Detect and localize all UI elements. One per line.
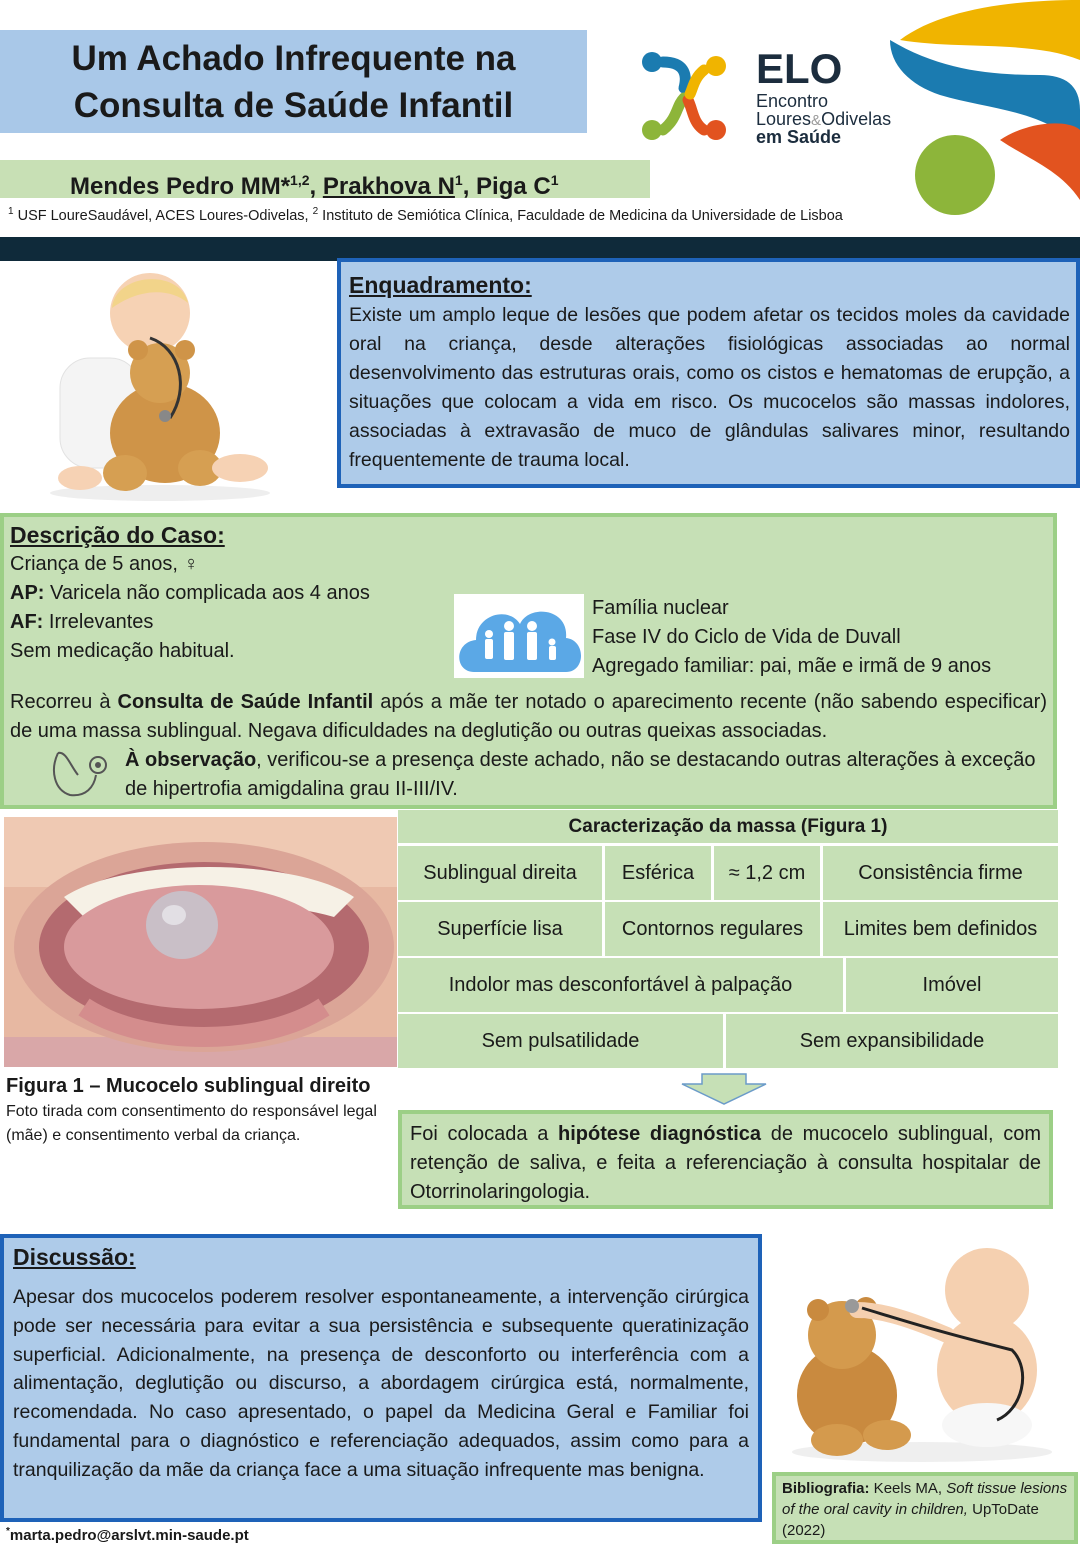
logo-line-2 xyxy=(756,110,891,128)
discussao-title: Discussão: xyxy=(13,1244,136,1270)
author-2-sup: 1 xyxy=(454,172,463,188)
table-cell: Superfície lisa xyxy=(398,902,602,956)
discussao-text: Apesar dos mucocelos poderem resolver espontaneamente, a intervenção cirúrgica pode ser necessária para evitar a sua persistência e subsequente queratinização superficial. Adicionalmente, na presença de desconforto ou interferência com a alimentação, deglutição ou discurso, a abordagem cirúrgica está, normalmente, recomendada. No caso apresentado, o papel da Medicina Geral e Familiar foi fundamental para o diagnóstico e referenciação adequados, assim como para a tranquilização da mãe da criança face a uma situação infrequente mas benigna. xyxy=(13,1286,749,1481)
down-arrow-icon xyxy=(678,1072,770,1106)
table-cell: Sem expansibilidade xyxy=(726,1014,1058,1068)
table-cell: Sem pulsatilidade xyxy=(398,1014,723,1068)
logo-loures: Loures xyxy=(756,109,812,129)
figure-caption xyxy=(6,1075,396,1148)
affil-sup-1: 1 xyxy=(8,206,14,217)
enquadramento-title: Enquadramento: xyxy=(349,272,532,298)
title-line-2: Consulta de Saúde Infantil xyxy=(73,86,514,125)
bibliografia-section xyxy=(772,1472,1078,1544)
elo-logo-text xyxy=(756,45,892,147)
caso-ap xyxy=(10,579,450,608)
family-info xyxy=(592,594,991,681)
hipotese-section xyxy=(398,1110,1053,1209)
affil-text-1: USF LoureSaudável, ACES Loures-Odivelas, xyxy=(13,207,313,224)
affil-sup-2: 2 xyxy=(312,206,319,217)
footer-star: * xyxy=(6,1526,10,1537)
logo-odivelas: Odivelas xyxy=(821,109,892,129)
table-cell: Consistência firme xyxy=(823,846,1058,900)
table-cell: Limites bem definidos xyxy=(823,902,1058,956)
footer-email xyxy=(6,1526,249,1544)
bib-label: Bibliografia: xyxy=(782,1480,870,1497)
logo-amp: & xyxy=(811,112,822,129)
bib-source: UpToDate (2022) xyxy=(782,1501,1039,1539)
obs-c: , verificou-se a presença deste achado, não se destacando outras alterações à exceção de hipertrofia amigdalina grau II-III/IV. xyxy=(125,749,1036,800)
figure-caption-text: Foto tirada com consentimento do responsável legal (mãe) e consentimento verbal da criança. xyxy=(6,1103,377,1144)
caso-left xyxy=(10,522,450,666)
logo-line-1: Encontro xyxy=(756,91,829,111)
discussao-section xyxy=(0,1234,762,1522)
logo-elo: ELO xyxy=(756,45,843,92)
logo-line-3: em Saúde xyxy=(756,127,842,147)
elo-mark-icon xyxy=(638,48,748,148)
family-line-1: Família nuclear xyxy=(592,597,729,619)
author-1-sup: 1,2 xyxy=(290,172,310,188)
author-3: , Piga C xyxy=(462,173,551,200)
hipotese-b: hipótese diagnóstica xyxy=(558,1123,762,1145)
p1-a: Recorreu à xyxy=(10,691,118,713)
bib-author: Keels MA, xyxy=(869,1480,947,1497)
af-text: Irrelevantes xyxy=(43,611,154,633)
decorative-swoosh xyxy=(880,0,1080,240)
ap-label: AP: xyxy=(10,582,45,604)
family-line-2: Fase IV do Ciclo de Vida de Duvall xyxy=(592,626,901,648)
affiliations xyxy=(8,206,843,224)
table-cell: Imóvel xyxy=(846,958,1058,1012)
caso-af xyxy=(10,608,450,637)
table-header: Caracterização da massa (Figura 1) xyxy=(398,810,1058,843)
p1-b: Consulta de Saúde Infantil xyxy=(117,691,374,713)
table-cell: ≈ 1,2 cm xyxy=(714,846,820,900)
author-3-sup: 1 xyxy=(550,172,559,188)
baby-stethoscope-image xyxy=(782,1240,1057,1465)
authors xyxy=(0,160,650,198)
affil-text-2: Instituto de Semiótica Clínica, Faculdade de Medicina da Universidade de Lisboa xyxy=(318,207,843,224)
elo-logo-mark xyxy=(638,48,748,148)
massa-table xyxy=(398,810,1058,1068)
table-cell: Sublingual direita xyxy=(398,846,602,900)
author-1: Mendes Pedro MM* xyxy=(70,173,291,200)
bib-title: Soft tissue lesions of the oral cavity in children, xyxy=(782,1480,1068,1518)
table-cell: Contornos regulares xyxy=(605,902,820,956)
caso-med: Sem medicação habitual. xyxy=(10,640,235,662)
figure-caption-title: Figura 1 – Mucocelo sublingual direito xyxy=(6,1075,371,1097)
observacao-text xyxy=(125,746,1037,804)
family-icon xyxy=(454,594,584,678)
baby-teddy-image xyxy=(40,268,280,503)
hipotese-text xyxy=(410,1120,1041,1207)
author-2: Prakhova N xyxy=(322,173,455,200)
title-line-1: Um Achado Infrequente na xyxy=(71,39,516,78)
hipotese-a: Foi colocada a xyxy=(410,1123,558,1145)
p1-c: após a mãe ter notado o aparecimento recente (não sabendo especificar) de uma massa sublingual. Negava dificuldades na deglutição ou outras queixas associadas. xyxy=(10,691,1047,742)
caso-paragraph xyxy=(10,688,1047,746)
hipotese-c: de mucocelo sublingual, com retenção de saliva, e feita a referenciação à consulta hospitalar de Otorrinolaringologia. xyxy=(410,1123,1041,1203)
table-cell: Esférica xyxy=(605,846,711,900)
stethoscope-icon xyxy=(48,745,110,805)
obs-b: À observação xyxy=(125,749,257,771)
caso-line-1: Criança de 5 anos, ♀ xyxy=(10,553,199,575)
mucocele-photo xyxy=(4,817,397,1067)
ap-text: Varicela não complicada aos 4 anos xyxy=(44,582,370,604)
enquadramento-section xyxy=(337,258,1080,488)
author-sep-1: , xyxy=(309,173,323,200)
family-line-3: Agregado familiar: pai, mãe e irmã de 9 anos xyxy=(592,655,992,677)
poster-title xyxy=(0,30,587,133)
enquadramento-text: Existe um amplo leque de lesões que podem afetar os tecidos moles da cavidade oral na criança, desde alterações fisiológicas associadas ao normal desenvolvimento das estruturas orais, como os cistos e hematomas de erupção, a situações que colocam a vida em risco. Os mucocelos são massas indolores, associadas à extravasão de muco de glândulas salivares minor, resultando frequentemente de trauma local. xyxy=(349,304,1070,471)
table-cell: Indolor mas desconfortável à palpação xyxy=(398,958,843,1012)
caso-title: Descrição do Caso: xyxy=(10,522,225,548)
email-text: marta.pedro@arslvt.min-saude.pt xyxy=(9,1527,249,1544)
af-label: AF: xyxy=(10,611,44,633)
